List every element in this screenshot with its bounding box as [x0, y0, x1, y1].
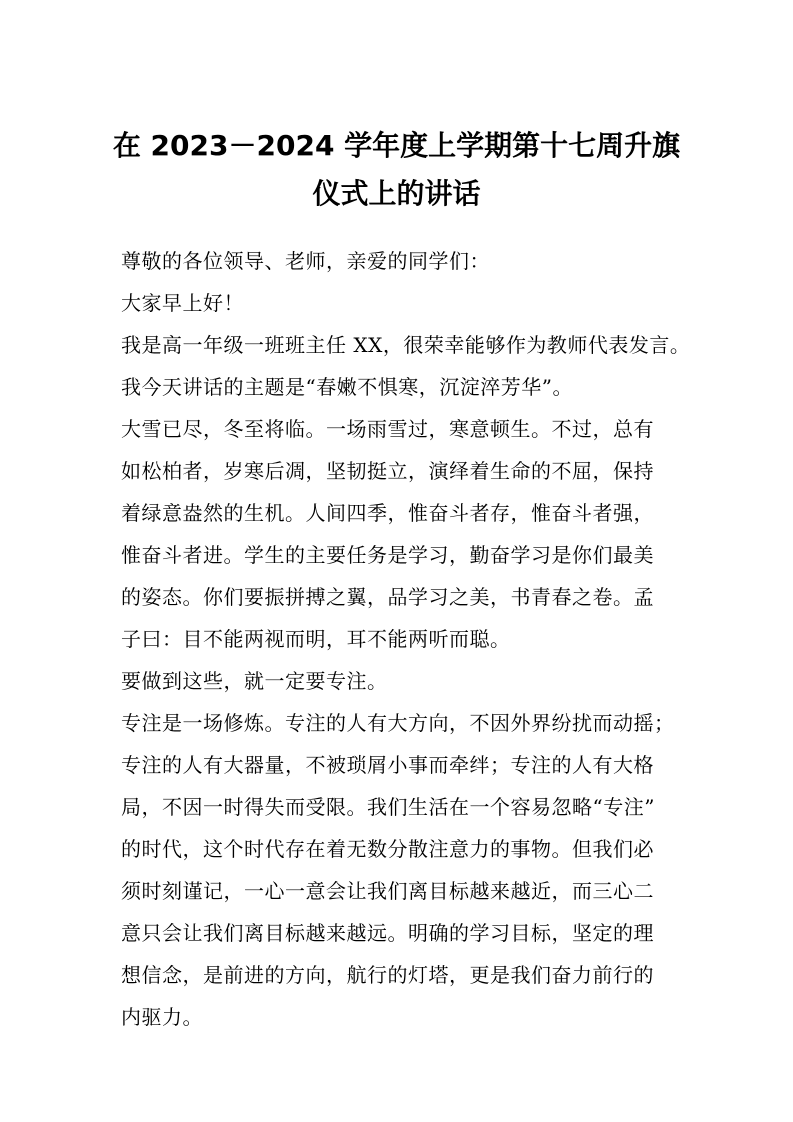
document-title-line-2: 仪式上的讲话 [312, 177, 481, 210]
body-line: 我今天讲话的主题是“春嫩不惧寒，沉淀淬芳华”。 [121, 375, 573, 399]
body-line: 大雪已尽，冬至将临。一场雨雪过，寒意顿生。不过，总有 [121, 417, 654, 441]
body-line: 子曰：目不能两视而明，耳不能两听而聪。 [121, 627, 511, 651]
body-line: 须时刻谨记，一心一意会让我们离目标越来越近，而三心二 [121, 879, 654, 903]
greeting-line: 大家早上好！ [121, 291, 244, 315]
document-title-line-1: 在 2023－2024 学年度上学期第十七周升旗 [112, 129, 681, 162]
body-line: 我是高一年级一班班主任 XX，很荣幸能够作为教师代表发言。 [121, 333, 691, 357]
body-line: 局，不因一时得失而受限。我们生活在一个容易忽略“专注” [121, 795, 655, 819]
body-line: 想信念，是前进的方向，航行的灯塔，更是我们奋力前行的 [121, 963, 654, 987]
body-line: 惟奋斗者进。学生的主要任务是学习，勤奋学习是你们最美 [121, 543, 654, 567]
body-line: 内驱力。 [121, 1005, 203, 1029]
body-line: 的时代，这个时代存在着无数分散注意力的事物。但我们必 [121, 837, 654, 861]
body-line: 要做到这些，就一定要专注。 [121, 669, 388, 693]
body-line: 如松柏者，岁寒后凋，坚韧挺立，演绎着生命的不屈，保持 [121, 459, 654, 483]
body-line: 专注的人有大器量，不被琐屑小事而牵绊；专注的人有大格 [121, 753, 654, 777]
body-line: 的姿态。你们要振拼搏之翼，品学习之美，书青春之卷。孟 [121, 585, 654, 609]
body-line: 意只会让我们离目标越来越远。明确的学习目标，坚定的理 [121, 921, 654, 945]
body-line: 着绿意盎然的生机。人间四季，惟奋斗者存，惟奋斗者强， [121, 501, 654, 525]
body-line: 专注是一场修炼。专注的人有大方向，不因外界纷扰而动摇； [121, 711, 675, 735]
salutation-line: 尊敬的各位领导、老师，亲爱的同学们： [121, 249, 490, 273]
